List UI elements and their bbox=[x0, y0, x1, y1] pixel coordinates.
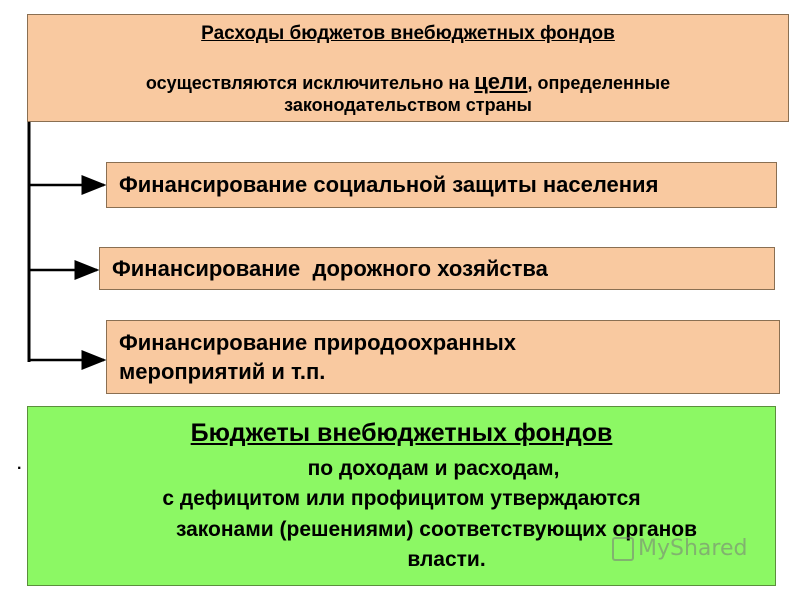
expenses-text-after: , определенные bbox=[527, 73, 671, 93]
item-label: Финансирование дорожного хозяйства bbox=[112, 255, 548, 281]
expenses-header-box bbox=[27, 14, 789, 122]
watermark-icon bbox=[612, 537, 634, 561]
expenses-text-before: осуществляются исключительно на bbox=[145, 73, 475, 93]
budget-approval-line-3: законами (решениями) соответствующих органов bbox=[175, 518, 698, 541]
expenses-title: Расходы бюджетов внебюджетных фондов bbox=[201, 23, 615, 44]
item-social-protection bbox=[106, 162, 777, 208]
item-label-line-2: мероприятий и т.п. bbox=[119, 358, 326, 384]
budget-approval-line-1: по доходам и расходам, bbox=[307, 457, 560, 480]
expenses-description-line bbox=[28, 69, 788, 95]
budget-approval-line-4: власти. bbox=[407, 548, 486, 571]
item-label-line-1: Финансирование природоохранных bbox=[119, 330, 517, 355]
budget-approval-title: Бюджеты внебюджетных фондов bbox=[190, 419, 613, 447]
watermark bbox=[612, 536, 747, 561]
item-label: Финансирование социальной защиты населения bbox=[119, 172, 659, 197]
watermark-text: MyShared bbox=[638, 536, 748, 561]
stray-dot: . bbox=[17, 456, 22, 473]
expenses-description-line-2: законодательством страны bbox=[284, 95, 532, 115]
item-label-multiline bbox=[119, 329, 516, 386]
budget-approval-line-2: с дефицитом или профицитом утверждаются bbox=[162, 487, 641, 510]
item-environmental bbox=[106, 320, 780, 394]
item-road-economy bbox=[99, 247, 775, 290]
expenses-emphasis-word: цели bbox=[474, 69, 528, 94]
